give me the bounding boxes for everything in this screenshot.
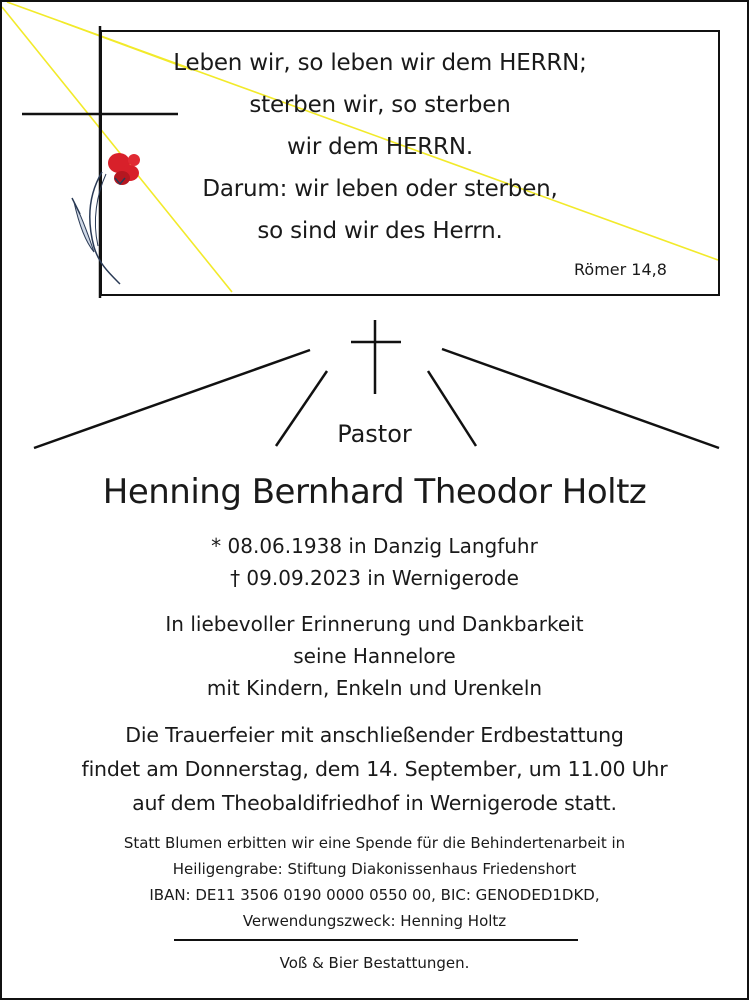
remembrance-block: [2, 608, 747, 704]
radiating-cross-icon: [2, 2, 747, 462]
death-date: † 09.09.2023 in Wernigerode: [230, 566, 519, 590]
donation-line: Heiligengrabe: Stiftung Diakonissenhaus Friedenshort: [172, 860, 577, 878]
donation-info: [2, 830, 747, 934]
donation-line: Statt Blumen erbitten wir eine Spende für die Behindertenarbeit in: [123, 834, 626, 852]
remembrance-line: In liebevoller Erinnerung und Dankbarkeit: [165, 612, 584, 636]
undertaker: Voß & Bier Bestattungen.: [279, 954, 470, 972]
deceased-title: Pastor: [337, 420, 412, 448]
service-line: Die Trauerfeier mit anschließender Erdbestattung: [125, 723, 624, 747]
funeral-service-info: [2, 718, 747, 820]
verse-line: Darum: wir leben oder sterben,: [202, 176, 558, 202]
deceased-name: Henning Bernhard Theodor Holtz: [102, 472, 647, 512]
verse-line: Leben wir, so leben wir dem HERRN;: [173, 50, 587, 76]
donation-line: Verwendungszweck: Henning Holtz: [242, 912, 507, 930]
remembrance-line: seine Hannelore: [293, 644, 456, 668]
verse-line: wir dem HERRN.: [287, 134, 473, 160]
birth-date: * 08.06.1938 in Danzig Langfuhr: [211, 534, 538, 558]
remembrance-line: mit Kindern, Enkeln und Urenkeln: [206, 676, 543, 700]
donation-line: IBAN: DE11 3506 0190 0000 0550 00, BIC: GENODED1DKD,: [149, 886, 600, 904]
verse-reference: Römer 14,8: [574, 260, 667, 279]
life-dates: [2, 530, 747, 594]
service-line: auf dem Theobaldifriedhof in Wernigerode statt.: [132, 791, 617, 815]
service-line: findet am Donnerstag, dem 14. September, um 11.00 Uhr: [81, 757, 668, 781]
divider: [174, 939, 578, 941]
verse-line: so sind wir des Herrn.: [257, 218, 503, 244]
verse-line: sterben wir, so sterben: [249, 92, 511, 118]
